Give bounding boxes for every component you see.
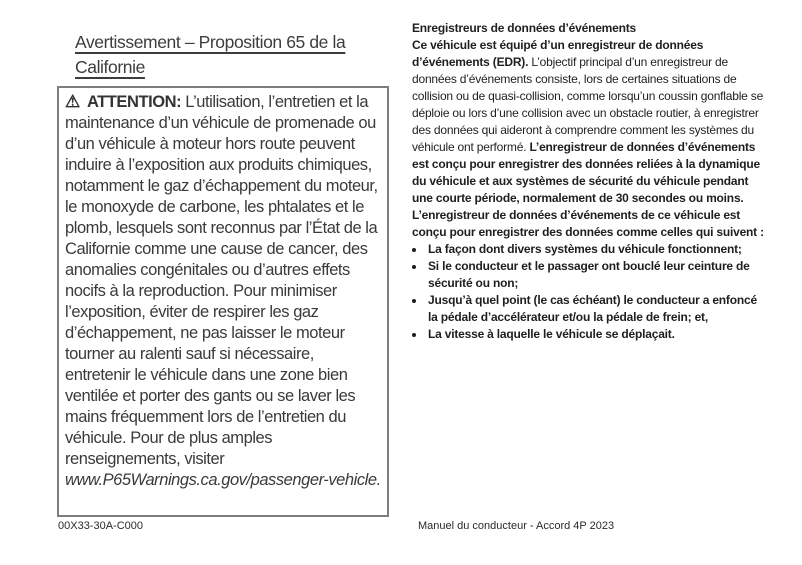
prop65-heading: Avertissement – Proposition 65 de la Californie: [75, 32, 346, 77]
edr-bullet-list: [412, 241, 766, 343]
list-item: • Jusqu’à quel point (le cas échéant) le conducteur a enfoncé la pédale d’accélérateur et/ou la pédale de frein; et,: [426, 292, 766, 326]
edr-bold-main: L’enregistreur de données d’événements est conçu pour enregistrer des données reliées à la dynamique du véhicule et aux systèmes de sécurité du véhicule pendant une courte période, normalement de 30 secondes ou moins. L’enregistreur de données d’événements de ce véhicule est conçu pour enregistrer des données comme celles qui suivent :: [412, 140, 764, 239]
p65-warnings-url: www.P65Warnings.ca.gov/passenger-vehicle.: [65, 471, 381, 489]
attention-label: ATTENTION:: [86, 93, 182, 111]
edr-paragraph: [412, 37, 766, 241]
edr-section: [412, 20, 766, 343]
warning-triangle-icon: ⚠: [65, 92, 80, 111]
prop65-warning-box: [57, 86, 389, 517]
warning-body-text: L’utilisation, l’entretien et la maintenance d’un véhicule de promenade ou d’un véhicule à moteur hors route peuvent induire à l’exposition aux produits chimiques, notamment le gaz d’échappement du moteur, le monoxyde de carbone, les phtalates et le plomb, lesquels sont reconnus par l’État de la Californie comme une cause de cancer, des anomalies congénitales ou d’autres effets nocifs à la reproduction. Pour minimiser l’exposition, éviter de respirer les gaz d’échappement, ne pas laisser le moteur tourner au ralenti sauf si nécessaire, entretenir le véhicule dans une zone bien ventilée et porter des gants ou se laver les mains fréquemment lors de l’entretien du véhicule. Pour de plus amples renseignements, visiter: [65, 93, 378, 468]
manual-title: Manuel du conducteur - Accord 4P 2023: [418, 520, 615, 532]
edr-regular-text: L’objectif principal d’un enregistreur de données d’événements consiste, lors de certaines situations de collision ou de quasi-collision, comme lorsqu’un coussin gonflable se déploie ou lors d’une collision avec un obstacle routier, à enregistrer des données qui aideront à comprendre comment les systèmes du véhicule ont performé.: [412, 55, 764, 154]
edr-bold-intro: Ce véhicule est équipé d’un enregistreur de données d’événements (EDR).: [412, 38, 704, 69]
part-number: 00X33-30A-C000: [58, 520, 144, 532]
prop65-warning-text: [65, 91, 381, 491]
list-item: • La vitesse à laquelle le véhicule se déplaçait.: [426, 326, 766, 343]
prop65-section: [57, 30, 389, 517]
edr-heading: Enregistreurs de données d’événements: [412, 21, 637, 35]
list-item: • Si le conducteur et le passager ont bouclé leur ceinture de sécurité ou non;: [426, 258, 766, 292]
list-item: • La façon dont divers systèmes du véhicule fonctionnent;: [426, 241, 766, 258]
